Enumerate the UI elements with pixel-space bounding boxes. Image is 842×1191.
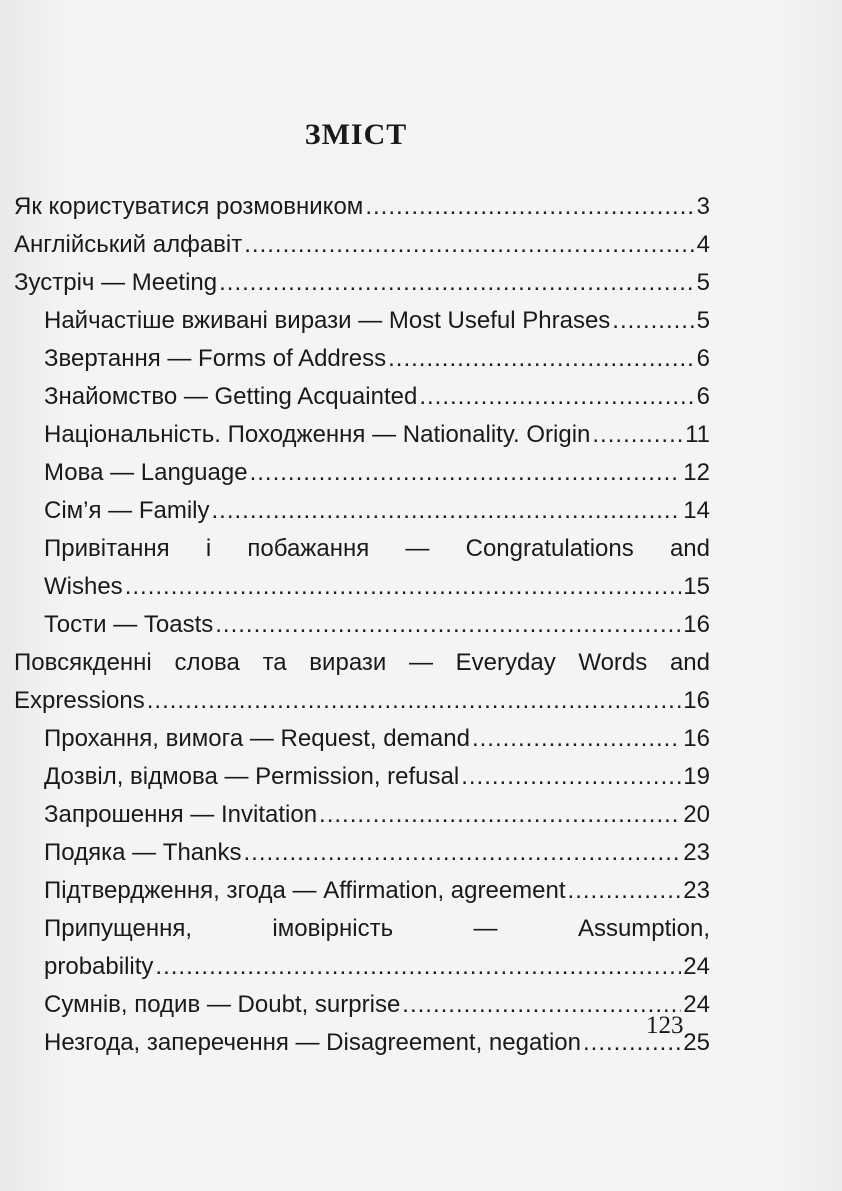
toc-entry: [14, 302, 710, 340]
toc-entry-page: 14: [683, 497, 710, 524]
toc-entry-page: 16: [683, 611, 710, 638]
page-title: ЗМІСТ: [304, 118, 408, 151]
toc-entry-label: Мова — Language: [44, 459, 248, 486]
toc-entry: [14, 834, 710, 872]
toc-entry-label: Національність. Походження — Nationality. Origin: [44, 421, 591, 448]
toc-entry-label: Запрошення — Invitation: [44, 801, 318, 828]
toc-leader-dots: [388, 340, 695, 378]
toc-entry-label: Як користуватися розмовником: [14, 193, 364, 220]
toc-entry: [14, 264, 710, 302]
toc-leader-dots: [419, 378, 694, 416]
toc-entry: [14, 986, 710, 1024]
toc-entry: [14, 1024, 710, 1062]
toc-leader-dots: [319, 796, 681, 834]
toc-entry: [14, 644, 710, 720]
toc-entry-label: Звертання — Forms of Address: [44, 345, 387, 372]
toc-entry-label: Дозвіл, відмова — Permission, refusal: [44, 763, 460, 790]
toc-entry-label: Зустріч — Meeting: [14, 269, 218, 296]
toc-entry: [14, 492, 710, 530]
toc-entry: [14, 796, 710, 834]
toc-entry-page: 23: [683, 839, 710, 866]
table-of-contents: [14, 188, 710, 1062]
toc-entry-label: Сумнів, подив — Doubt, surprise: [44, 991, 401, 1018]
toc-leader-dots: [155, 948, 681, 986]
toc-entry-page: 15: [683, 573, 710, 600]
toc-entry-label: Wishes: [44, 573, 123, 600]
toc-leader-dots: [219, 264, 695, 302]
toc-entry-label: Знайомство — Getting Acquainted: [44, 383, 418, 410]
toc-entry: [14, 340, 710, 378]
toc-leader-dots: [250, 454, 682, 492]
toc-entry-page: 16: [683, 687, 710, 714]
toc-leader-dots: [147, 682, 682, 720]
toc-entry-label-first-line: Повсякденні слова та вирази — Everyday Words and: [14, 649, 710, 676]
toc-entry-page: 12: [683, 459, 710, 486]
toc-leader-dots: [243, 834, 681, 872]
toc-entry-page: 24: [683, 991, 710, 1018]
toc-entry-label-first-line: Припущення, імовірність — Assumption,: [44, 915, 710, 942]
toc-entry-label: Найчастіше вживані вирази — Most Useful Phrases: [44, 307, 611, 334]
toc-entry-page: 6: [696, 345, 710, 372]
toc-entry-page: 5: [696, 269, 710, 296]
toc-entry-page: 23: [683, 877, 710, 904]
toc-entry: [14, 378, 710, 416]
toc-entry-label: Сім’я — Family: [44, 497, 210, 524]
toc-entry-label: Подяка — Thanks: [44, 839, 242, 866]
toc-entry-label: Англійський алфавіт: [14, 231, 243, 258]
toc-entry-label: Expressions: [14, 687, 145, 714]
toc-leader-dots: [125, 568, 682, 606]
toc-entry-page: 16: [683, 725, 710, 752]
page-number: 123: [646, 1012, 684, 1039]
toc-entry-label: probability: [44, 953, 154, 980]
toc-entry-page: 4: [696, 231, 710, 258]
toc-leader-dots: [402, 986, 681, 1024]
toc-leader-dots: [592, 416, 683, 454]
toc-entry: [14, 188, 710, 226]
toc-leader-dots: [215, 606, 681, 644]
toc-entry-label: Підтвердження, згода — Affirmation, agreement: [44, 877, 566, 904]
toc-leader-dots: [244, 226, 694, 264]
toc-entry-label: Незгода, заперечення — Disagreement, negation: [44, 1029, 581, 1056]
toc-leader-dots: [365, 188, 694, 226]
toc-entry-label: Прохання, вимога — Request, demand: [44, 725, 470, 752]
toc-entry-page: 6: [696, 383, 710, 410]
toc-entry-page: 11: [685, 421, 710, 448]
toc-entry-label-first-line: Привітання і побажання — Congratulations and: [44, 535, 710, 562]
toc-entry-label: Тости — Toasts: [44, 611, 214, 638]
toc-entry-page: 5: [696, 307, 710, 334]
toc-leader-dots: [612, 302, 694, 340]
toc-entry: [14, 416, 710, 454]
toc-leader-dots: [472, 720, 681, 758]
toc-entry: [14, 454, 710, 492]
toc-entry: [14, 530, 710, 606]
toc-entry: [14, 872, 710, 910]
toc-entry-page: 24: [683, 953, 710, 980]
toc-leader-dots: [568, 872, 682, 910]
toc-entry-page: 19: [683, 763, 710, 790]
toc-entry: [14, 758, 710, 796]
toc-entry-page: 20: [683, 801, 710, 828]
toc-entry: [14, 910, 710, 986]
toc-entry-page: 3: [696, 193, 710, 220]
toc-entry: [14, 606, 710, 644]
toc-entry-page: 25: [683, 1029, 710, 1056]
toc-entry: [14, 720, 710, 758]
toc-entry: [14, 226, 710, 264]
toc-leader-dots: [461, 758, 681, 796]
toc-leader-dots: [212, 492, 682, 530]
